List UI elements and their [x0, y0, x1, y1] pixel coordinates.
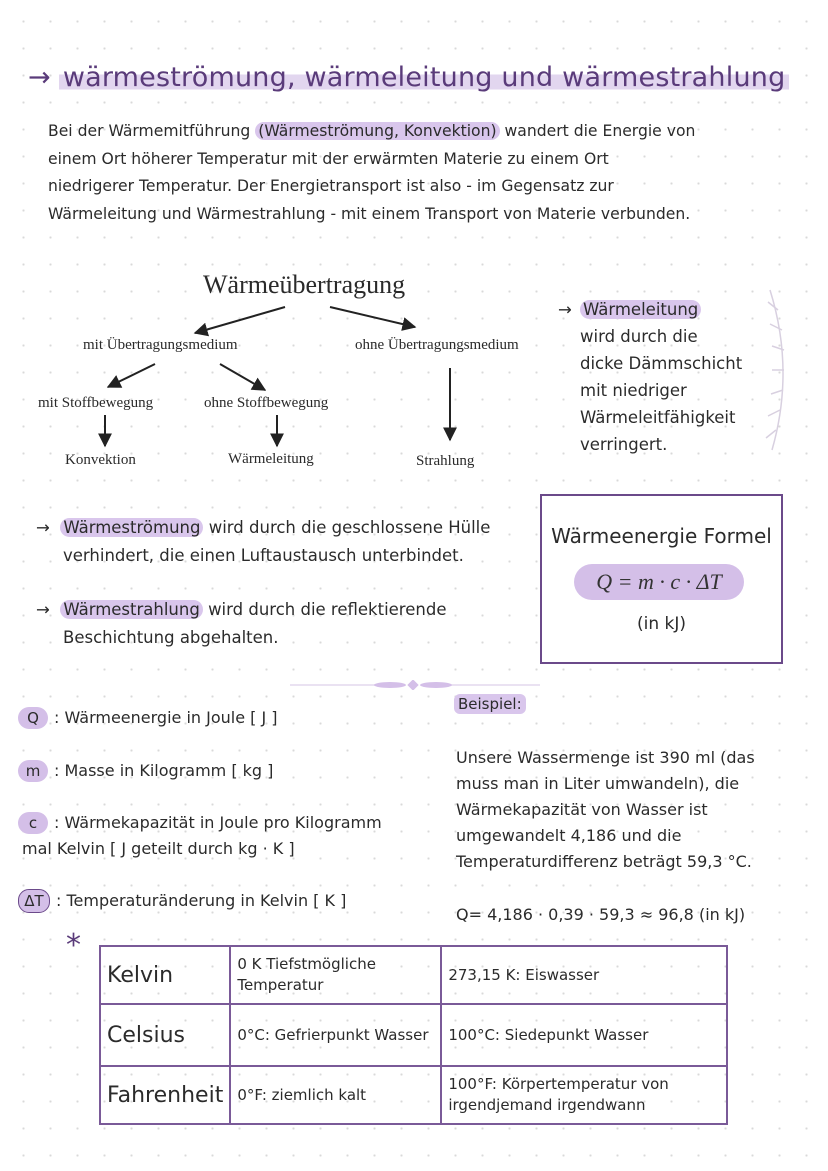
bullet-text: verhindert, die einen Luftaustausch unterbindet. [63, 546, 464, 565]
example-line: Wärmekapazität von Wasser ist [456, 800, 708, 819]
tree-node-ohne-medium: ohne Übertragungsmedium [355, 337, 519, 353]
tree-leaf-konvektion: Konvektion [65, 452, 136, 468]
example-text [456, 745, 755, 875]
tree-node-mit-medium: mit Übertragungsmedium [83, 337, 238, 353]
tree-node-ohne-stoff: ohne Stoffbewegung [204, 395, 329, 411]
bullet-term: Wärmestrahlung [60, 600, 202, 619]
formula-title: Wärmeenergie Formel [551, 524, 772, 548]
example-label: Beispiel: [454, 694, 526, 714]
unit-reference: 100°F: Körpertemperatur von irgendjemand irgendwann [441, 1066, 727, 1124]
unit-zero-point: 0 K Tiefstmögliche Temperatur [230, 946, 441, 1004]
tree-root: Wärmeübertragung [203, 270, 406, 299]
side-note-line: verringert. [580, 435, 668, 454]
side-note-line: mit niedriger [580, 381, 687, 400]
example-line: Temperaturdifferenz beträgt 59,3 °C. [456, 852, 752, 871]
example-line: umgewandelt 4,186 und die [456, 826, 682, 845]
example-line: muss man in Liter umwandeln), die [456, 774, 740, 793]
unit-reference: 273,15 K: Eiswasser [441, 946, 727, 1004]
arrow-right-icon: → [36, 518, 50, 537]
table-row [100, 946, 727, 1004]
side-note [558, 296, 780, 458]
formula-expression: Q = m · c · ΔT [574, 564, 744, 600]
side-note-term: Wärmeleitung [580, 300, 701, 319]
tree-arrow [330, 307, 415, 327]
tree-leaf-waermeleitung: Wärmeleitung [228, 451, 314, 467]
unit-name: Celsius [100, 1004, 230, 1066]
variable-m [18, 758, 273, 784]
arrow-right-icon: → [558, 300, 572, 319]
arrow-right-icon: → [28, 62, 51, 93]
formula-box [540, 494, 783, 664]
unit-name: Kelvin [100, 946, 230, 1004]
unit-name: Fahrenheit [100, 1066, 230, 1124]
variable-c [18, 810, 382, 862]
variable-badge: c [18, 812, 48, 834]
tree-arrow [108, 364, 155, 387]
variable-badge: ΔT [18, 889, 50, 913]
bullet-text: wird durch die reflektierende [208, 600, 447, 619]
tree-node-mit-stoff: mit Stoffbewegung [38, 395, 154, 411]
bullet-term: Wärmeströmung [60, 518, 203, 537]
example-calculation: Q= 4,186 · 0,39 · 59,3 ≈ 96,8 (in kJ) [456, 905, 746, 924]
intro-highlight: (Wärmeströmung, Konvektion) [255, 122, 499, 140]
tree-arrow [220, 364, 265, 390]
formula-unit: (in kJ) [636, 614, 687, 634]
bullet-item [36, 514, 490, 570]
tree-leaf-strahlung: Strahlung [416, 453, 475, 469]
side-note-line: dicke Dämmschicht [580, 354, 743, 373]
side-note-line [558, 296, 780, 323]
intro-text: wandert die Energie von [504, 122, 696, 140]
variable-desc: : Wärmeenergie in Joule [ J ] [54, 708, 278, 727]
variable-desc: : Wärmekapazität in Joule pro Kilogramm [54, 813, 382, 832]
tree-arrow [195, 307, 285, 333]
variable-delta-t [18, 888, 346, 914]
title-text: wärmeströmung, wärmeleitung und wärmestrahlung [59, 62, 790, 93]
variable-badge: Q [18, 707, 48, 729]
side-note-line: Wärmeleitfähigkeit [580, 408, 736, 427]
temperature-units-table [99, 945, 728, 1125]
arrow-right-icon: → [36, 600, 50, 619]
bullet-text: Beschichtung abgehalten. [63, 628, 279, 647]
variable-desc: : Temperaturänderung in Kelvin [ K ] [56, 891, 347, 910]
intro-text: Bei der Wärmemitführung [48, 122, 251, 140]
unit-zero-point: 0°C: Gefrierpunkt Wasser [230, 1004, 441, 1066]
variable-q [18, 705, 278, 731]
variable-desc: mal Kelvin [ J geteilt durch kg · K ] [22, 839, 295, 858]
unit-zero-point: 0°F: ziemlich kalt [230, 1066, 441, 1124]
table-row [100, 1004, 727, 1066]
divider-ornament-icon [290, 680, 540, 690]
bullet-item [36, 596, 446, 652]
bullet-text: wird durch die geschlossene Hülle [208, 518, 491, 537]
unit-reference: 100°C: Siedepunkt Wasser [441, 1004, 727, 1066]
intro-line: niedrigerer Temperatur. Der Energietransport ist also - im Gegensatz zur [48, 177, 614, 195]
star-icon: * [66, 928, 81, 963]
side-note-line: wird durch die [580, 327, 698, 346]
table-row [100, 1066, 727, 1124]
intro-line: Wärmeleitung und Wärmestrahlung - mit einem Transport von Materie verbunden. [48, 204, 691, 223]
intro-line: einem Ort höherer Temperatur mit der erwärmten Materie zu einem Ort [48, 149, 609, 168]
example-line: Unsere Wassermenge ist 390 ml (das [456, 748, 755, 767]
variable-desc: : Masse in Kilogramm [ kg ] [54, 761, 274, 780]
variable-badge: m [18, 760, 48, 782]
